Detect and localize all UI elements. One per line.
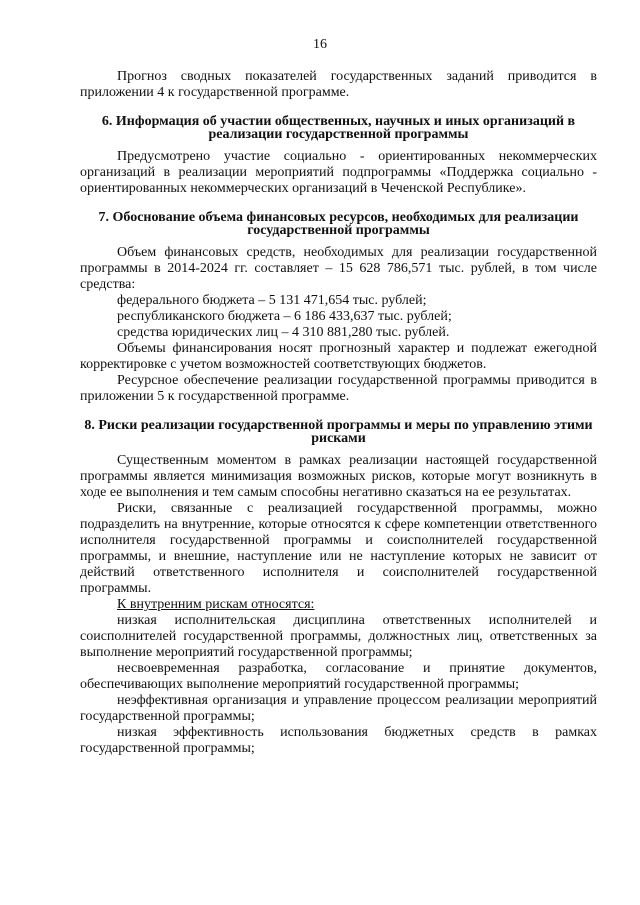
paragraph-funding-forecast: Объемы финансирования носят прогнозный характер и подлежат ежегодной корректировке с учетом возможностей соответствующих бюджетов. — [80, 341, 597, 372]
internal-risks-underlined: К внутренним рискам относятся: — [117, 597, 315, 612]
page-content — [80, 69, 597, 757]
section-heading-8: 8. Риски реализации государственной программы и меры по управлению этими рисками — [84, 418, 593, 446]
risk-item-4: низкая эффективность использования бюджетных средств в рамках государственной программы; — [80, 725, 597, 756]
page-number: 16 — [313, 37, 327, 52]
paragraph-funding-appendix: Ресурсное обеспечение реализации государственной программы приводится в приложении 5 к государственной программе. — [80, 373, 597, 404]
paragraph-funding-total: Объем финансовых средств, необходимых для реализации государственной программы в 2014-2024 гг. составляет – 15 628 786,571 тыс. рублей, в том числе средства: — [80, 245, 597, 292]
risk-item-2: несвоевременная разработка, согласование и принятие документов, обеспечивающих выполнение мероприятий государственной программы; — [80, 661, 597, 692]
internal-risks-label — [80, 597, 597, 613]
paragraph-intro: Прогноз сводных показателей государственных заданий приводится в приложении 4 к государственной программе. — [80, 69, 597, 100]
paragraph-risks-intro: Существенным моментом в рамках реализации настоящей государственной программы является минимизация возможных рисков, которые могут возникнуть в ходе ее выполнения и тем самым способны негативно сказаться на ее результатах. — [80, 453, 597, 500]
funding-legal-entities: средства юридических лиц – 4 310 881,280 тыс. рублей. — [117, 325, 450, 340]
risk-item-3: неэффективная организация и управление процессом реализации мероприятий государственной программы; — [80, 693, 597, 724]
paragraph-risks-types: Риски, связанные с реализацией государственной программы, можно подразделить на внутренние, которые относятся к сфере компетенции ответственного исполнителя государственной программы и соисполнителей государственной программы, и внешние, наступление или не наступление которых не зависит от действий ответственного исполнителя и соисполнителей государственной программы. — [80, 501, 597, 596]
section-heading-6: 6. Информация об участии общественных, научных и иных организаций в реализации государственной программы — [101, 114, 576, 142]
section-heading-7: 7. Обоснование объема финансовых ресурсов, необходимых для реализации государственной программы — [98, 210, 579, 238]
funding-federal: федерального бюджета – 5 131 471,654 тыс. рублей; — [117, 293, 427, 308]
paragraph-section-6: Предусмотрено участие социально - ориентированных некоммерческих организаций в реализации мероприятий подпрограммы «Поддержка социально - ориентированных некоммерческих организаций в Чеченской Республике». — [80, 149, 597, 196]
risk-item-1: низкая исполнительская дисциплина ответственных исполнителей и соисполнителей государственной программы, должностных лиц, ответственных за выполнение мероприятий государственной программы; — [80, 613, 597, 660]
funding-republican: республиканского бюджета – 6 186 433,637 тыс. рублей; — [117, 309, 452, 324]
